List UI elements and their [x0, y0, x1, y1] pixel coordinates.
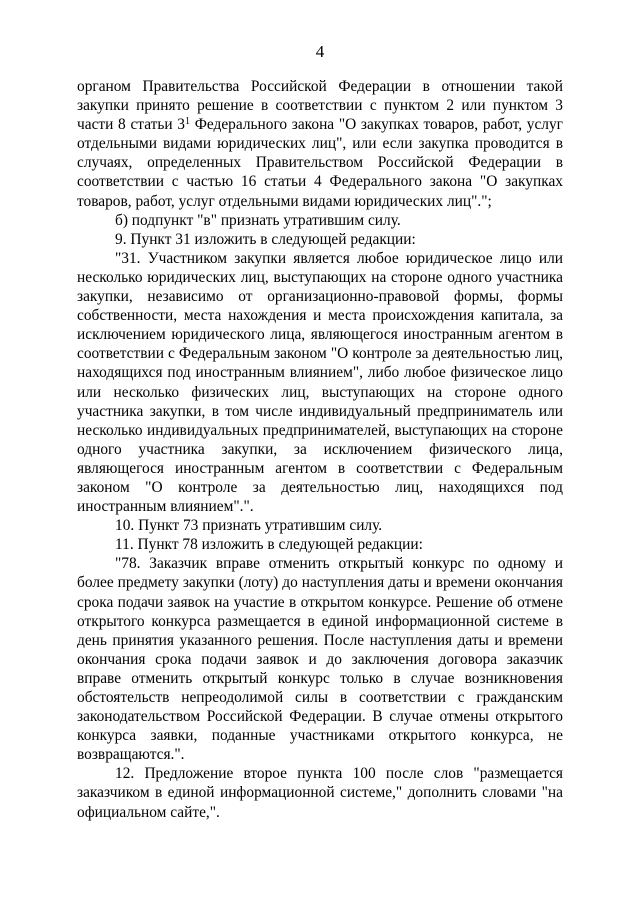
- paragraph-continuation: [77, 77, 563, 211]
- paragraph-text: органом Правительства Российской Федерации в отношении такой закупки принято решение в соответствии с пунктом 2 или пунктом 3 части 8 статьи 3: [77, 78, 563, 134]
- page-number: 4: [315, 42, 325, 61]
- document-body: [77, 77, 563, 822]
- paragraph-item-10: 10. Пункт 73 признать утратившим силу.: [115, 517, 383, 535]
- paragraph-point-31: "31. Участником закупки является любое юридическое лицо или несколько юридических лиц, выступающих на стороне одного участника закупки, независимо от организационно-правовой формы, формы собственности, места нахождения и места происхождения капитала, за исключением юридического лица, являющегося иностранным агентом в соответствии с Федеральным законом "О контроле за деятельностью лиц, находящихся под иностранным влиянием", либо любое физическое лицо или несколько физических лиц, выступающих на стороне одного участника закупки, в том числе индивидуальный предприниматель или несколько индивидуальных предпринимателей, выступающих на стороне одного участника закупки, за исключением физического лица, являющегося иностранным агентом в соответствии с Федеральным законом "О контроле за деятельностью лиц, находящихся под иностранным влиянием".".: [77, 249, 563, 516]
- paragraph-subitem-b: б) подпункт "в" признать утратившим силу.: [115, 211, 401, 229]
- paragraph-text: Федерального закона "О закупках товаров, работ, услуг отдельными видами юридических лиц", или если закупка проводится в случаях, определенных Правительством Российской Федерации в соответствии с частью 16 статьи 4 Федерального закона "О закупках товаров, работ, услуг отдельными видами юридических лиц".";: [77, 116, 563, 210]
- paragraph-item-11: 11. Пункт 78 изложить в следующей редакции:: [115, 536, 423, 554]
- paragraph-item-12: 12. Предложение второе пункта 100 после слов "размещается заказчиком в единой информационной системе," дополнить словами "на официальном сайте,".: [77, 765, 563, 821]
- superscript: 1: [185, 116, 191, 128]
- paragraph-point-78: "78. Заказчик вправе отменить открытый конкурс по одному и более предмету закупки (лоту) до наступления даты и времени окончания срока подачи заявок на участие в открытом конкурсе. Решение об отмене открытого конкурса размещается в единой информационной системе в день принятия указанного решения. После наступления даты и времени окончания срока подачи заявок и до заключения договора заказчик вправе отменить открытый конкурс только в случае возникновения обстоятельств непреодолимой силы в соответствии с гражданским законодательством Российской Федерации. В случае отмены открытого конкурса заявки, поданные участниками открытого конкурса, не возвращаются.".: [77, 555, 563, 764]
- paragraph-item-9: 9. Пункт 31 изложить в следующей редакции:: [115, 230, 416, 248]
